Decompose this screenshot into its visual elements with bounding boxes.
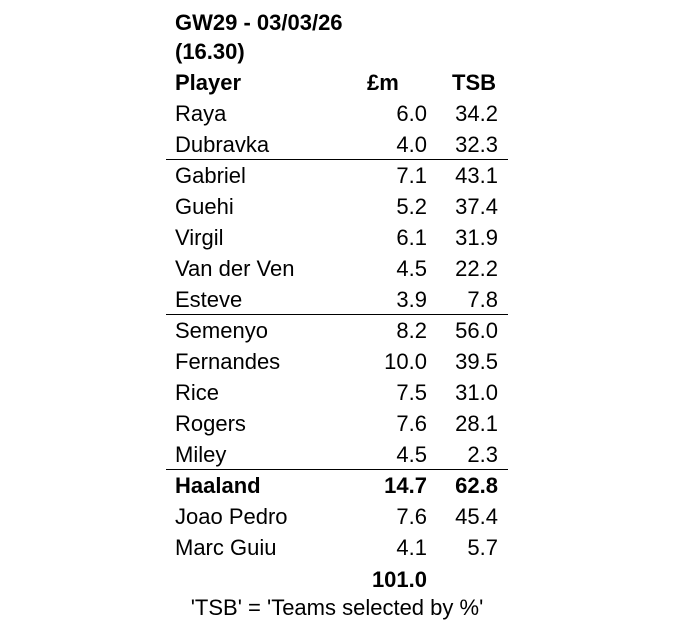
title-kickoff-time: (16.30) [175,39,245,64]
player-price: 14.7 [384,473,427,498]
player-name: Rice [175,380,220,405]
player-name: Miley [175,441,227,467]
table-row [166,98,508,129]
player-name: Gabriel [175,163,246,188]
player-tsb: 37.4 [455,194,498,219]
table-row [166,284,508,315]
player-tsb: 45.4 [455,504,498,529]
table-row [166,501,508,532]
player-name: Esteve [175,286,243,312]
player-tsb: 28.1 [455,411,498,436]
player-price: 7.6 [396,504,427,529]
player-tsb: 7.8 [467,286,498,312]
title-gameweek-date: GW29 - 03/03/26 [175,10,343,35]
player-tsb: 22.2 [455,256,498,281]
player-price: 3.9 [396,286,427,312]
player-tsb: 56.0 [455,318,498,343]
table-header-row [166,67,508,98]
player-tsb: 43.1 [455,163,498,188]
table-row [166,222,508,253]
table-title [166,8,508,66]
player-price: 10.0 [384,349,427,374]
column-header-player: Player [175,70,242,95]
table-row [166,346,508,377]
table-row [166,470,508,501]
total-price-value: 101.0 [371,567,427,592]
player-tsb: 31.9 [455,225,498,250]
player-tsb: 31.0 [455,380,498,405]
table-row [166,377,508,408]
player-name: Rogers [175,411,246,436]
player-name: Guehi [175,194,234,219]
player-price: 7.5 [396,380,427,405]
player-price: 4.1 [396,535,427,560]
table-row [166,439,508,470]
player-tsb: 62.8 [455,473,498,498]
player-tsb: 32.3 [455,131,498,157]
player-tsb: 2.3 [467,441,498,467]
player-tsb: 5.7 [467,535,498,560]
table-row [166,315,508,346]
player-name: Fernandes [175,349,281,374]
table-row [166,253,508,284]
table-row [166,191,508,222]
table-row [166,129,508,160]
player-name: Semenyo [175,318,268,343]
player-name: Van der Ven [175,256,295,281]
player-price: 5.2 [396,194,427,219]
player-name: Raya [175,101,227,126]
player-price: 4.5 [396,441,427,467]
table-row [166,160,508,191]
player-price: 4.5 [396,256,427,281]
tsb-legend: 'TSB' = 'Teams selected by %' [190,595,484,620]
player-price: 4.0 [396,131,427,157]
table-row [166,532,508,563]
player-price: 6.0 [396,101,427,126]
player-tsb: 39.5 [455,349,498,374]
table-row [166,408,508,439]
player-name: Joao Pedro [175,504,288,529]
fpl-price-table [166,8,508,622]
column-header-tsb: TSB [452,70,496,95]
table-body [166,98,508,563]
player-name: Haaland [175,473,261,498]
total-row [166,566,508,594]
player-tsb: 34.2 [455,101,498,126]
player-name: Dubravka [175,131,270,157]
player-name: Marc Guiu [175,535,277,560]
player-price: 7.6 [396,411,427,436]
player-price: 6.1 [396,225,427,250]
player-price: 7.1 [396,163,427,188]
player-price: 8.2 [396,318,427,343]
column-header-price: £m [367,70,399,95]
player-name: Virgil [175,225,224,250]
